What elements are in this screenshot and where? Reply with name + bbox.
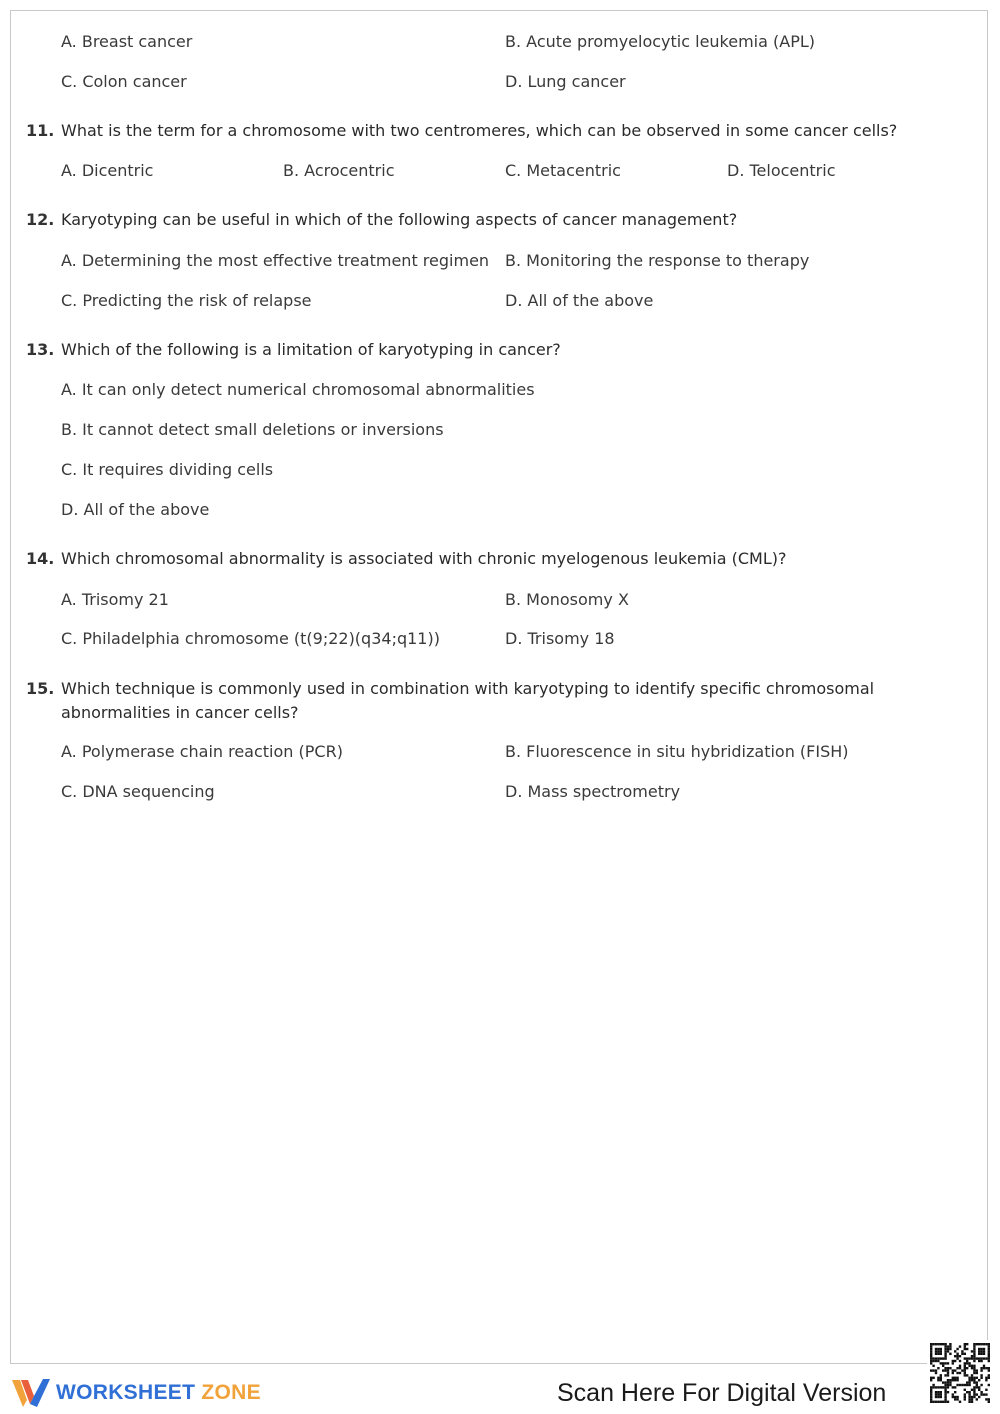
logo-word-zone: ZONE bbox=[201, 1381, 261, 1404]
option-b[interactable]: B. Monosomy X bbox=[505, 590, 629, 609]
question-number: 14. bbox=[26, 549, 55, 568]
logo-word-worksheet: WORKSHEET bbox=[56, 1381, 196, 1404]
option-a[interactable]: A. Breast cancer bbox=[61, 32, 193, 51]
option-c[interactable]: C. Colon cancer bbox=[61, 72, 187, 91]
option-c[interactable]: C. It requires dividing cells bbox=[61, 460, 274, 479]
option-d[interactable]: D. Trisomy 18 bbox=[505, 629, 615, 648]
option-b[interactable]: B. Acrocentric bbox=[283, 161, 395, 180]
option-a[interactable]: A. It can only detect numerical chromosomal abnormalities bbox=[61, 380, 535, 399]
option-c[interactable]: C. Philadelphia chromosome (t(9;22)(q34;q11)) bbox=[61, 629, 440, 648]
option-c[interactable]: C. Predicting the risk of relapse bbox=[61, 291, 312, 310]
option-d[interactable]: D. Telocentric bbox=[727, 161, 836, 180]
option-c[interactable]: C. Metacentric bbox=[505, 161, 621, 180]
option-d[interactable]: D. Mass spectrometry bbox=[505, 782, 681, 801]
question-text: Which of the following is a limitation of karyotyping in cancer? bbox=[61, 340, 561, 359]
question-number: 13. bbox=[26, 340, 55, 359]
qr-code-graphic bbox=[927, 1340, 993, 1406]
option-b[interactable]: B. Acute promyelocytic leukemia (APL) bbox=[505, 32, 816, 51]
option-a[interactable]: A. Trisomy 21 bbox=[61, 590, 169, 609]
option-b[interactable]: B. Fluorescence in situ hybridization (FISH) bbox=[505, 742, 849, 761]
option-b[interactable]: B. It cannot detect small deletions or inversions bbox=[61, 420, 444, 439]
option-b[interactable]: B. Monitoring the response to therapy bbox=[505, 251, 810, 270]
question-number: 15. bbox=[26, 679, 55, 698]
question-text: Which technique is commonly used in combination with karyotyping to identify specific chromosomal abnormalities in cancer cells? bbox=[61, 679, 875, 722]
option-d[interactable]: D. All of the above bbox=[61, 500, 210, 519]
worksheetzone-logo[interactable] bbox=[10, 1376, 261, 1410]
logo-text bbox=[56, 1381, 261, 1405]
option-a[interactable]: A. Determining the most effective treatment regimen bbox=[61, 251, 490, 270]
option-d[interactable]: D. All of the above bbox=[505, 291, 654, 310]
question-number: 11. bbox=[26, 121, 55, 140]
option-d[interactable]: D. Lung cancer bbox=[505, 72, 626, 91]
qr-code-icon[interactable] bbox=[927, 1340, 993, 1406]
question-text: Which chromosomal abnormality is associated with chronic myelogenous leukemia (CML)? bbox=[61, 549, 787, 568]
question-text: What is the term for a chromosome with two centromeres, which can be observed in some cancer cells? bbox=[61, 121, 898, 140]
page-footer bbox=[0, 1366, 1000, 1414]
question-text: Karyotyping can be useful in which of the following aspects of cancer management? bbox=[61, 210, 738, 229]
logo-w-icon bbox=[10, 1376, 52, 1410]
scan-here-text: Scan Here For Digital Version bbox=[557, 1379, 887, 1407]
option-a[interactable]: A. Dicentric bbox=[61, 161, 154, 180]
question-number: 12. bbox=[26, 210, 55, 229]
option-c[interactable]: C. DNA sequencing bbox=[61, 782, 215, 801]
option-a[interactable]: A. Polymerase chain reaction (PCR) bbox=[61, 742, 343, 761]
